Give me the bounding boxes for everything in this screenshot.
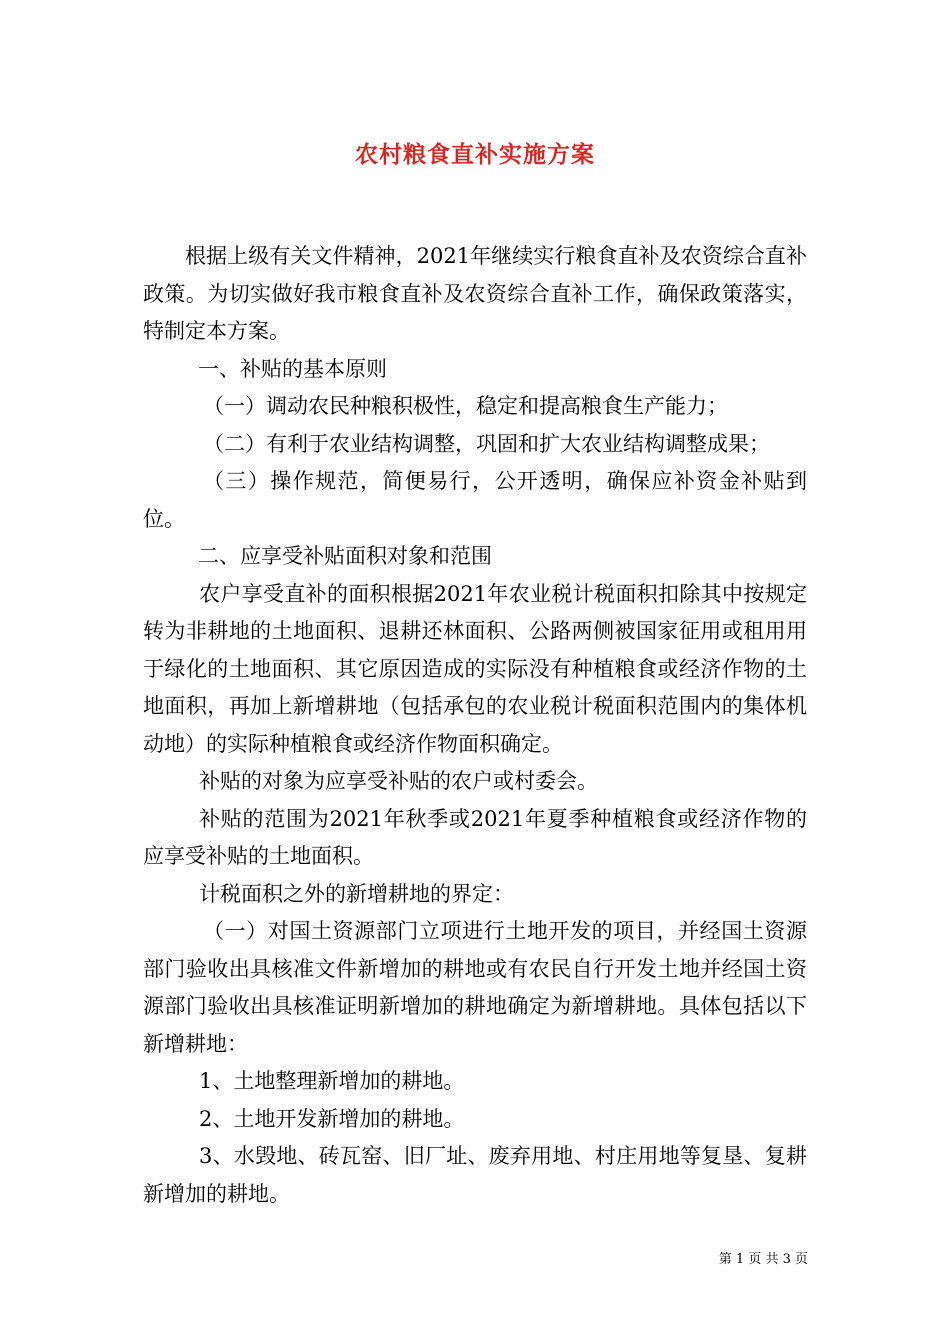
paragraph-scope: 补贴的范围为2021年秋季或2021年夏季种植粮食或经济作物的应享受补贴的土地面积。 [143,806,807,868]
definition-item-1: （一）对国土资源部门立项进行土地开发的项目，并经国土资源部门验收出具核准文件新增加的耕地或有农民自行开发土地并经国土资源部门验收出具核准证明新增加的耕地确定为新增耕地。具体包括以下新增耕地： [143,919,807,1056]
list-item-1: 1、土地整理新增加的耕地。 [199,1069,465,1093]
section-heading-2: 二、应享受补贴面积对象和范围 [198,544,492,568]
section-heading-1: 一、补贴的基本原则 [198,356,387,381]
paragraph-definition-heading: 计税面积之外的新增耕地的界定： [199,881,514,906]
list-item-2: 2、土地开发新增加的耕地。 [199,1106,465,1131]
page-title: 农村粮食直补实施方案 [355,141,595,168]
paragraph-target: 补贴的对象为应享受补贴的农户或村委会。 [199,769,598,793]
page-number: 第 1 页 共 3 页 [718,1252,808,1267]
document-body [143,238,807,1213]
principle-item-3: （三）操作规范，简便易行，公开透明，确保应补资金补贴到位。 [143,469,807,531]
paragraph-intro: 根据上级有关文件精神，2021年继续实行粮食直补及农资综合直补政策。为切实做好我市粮食直补及农资综合直补工作，确保政策落实，特制定本方案。 [143,244,807,343]
principle-item-2: （二）有利于农业结构调整，巩固和扩大农业结构调整成果； [203,431,770,456]
principle-item-1: （一）调动农民种粮积极性，稳定和提高粮食生产能力； [203,394,728,418]
list-item-3: 3、水毁地、砖瓦窑、旧厂址、废弃用地、村庄用地等复垦、复耕新增加的耕地。 [143,1144,807,1206]
paragraph-area: 农户享受直补的面积根据2021年农业税计税面积扣除其中按规定转为非耕地的土地面积、退耕还林面积、公路两侧被国家征用或租用用于绿化的土地面积、其它原因造成的实际没有种植粮食或经济作物的土地面积，再加上新增耕地（包括承包的农业税计税面积范围内的集体机动地）的实际种植粮食或经济作物面积确定。 [143,581,807,756]
